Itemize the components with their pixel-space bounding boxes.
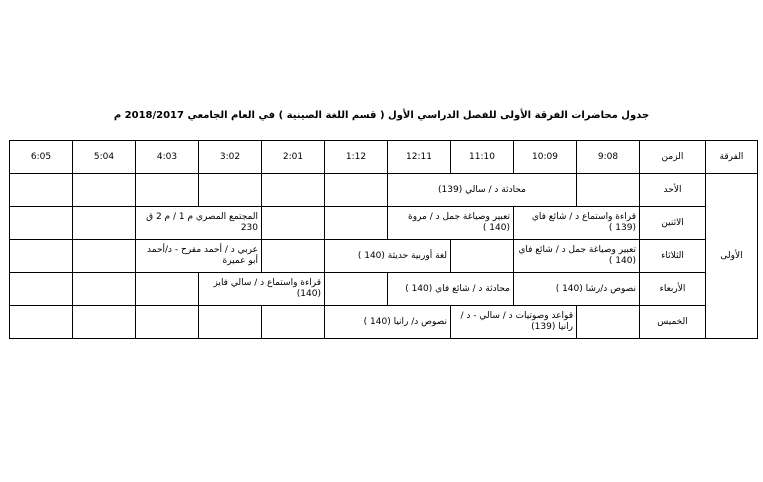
header-slot: 12:11 bbox=[388, 141, 451, 174]
empty-cell bbox=[577, 174, 640, 207]
empty-cell bbox=[73, 240, 136, 273]
lecture-cell: محادثة د / سالي (139) bbox=[388, 174, 577, 207]
empty-cell bbox=[325, 207, 388, 240]
header-faculty: الفرقة bbox=[706, 141, 758, 174]
header-slot: 4:03 bbox=[136, 141, 199, 174]
header-slot: 2:01 bbox=[262, 141, 325, 174]
empty-cell bbox=[73, 207, 136, 240]
empty-cell bbox=[10, 174, 73, 207]
lecture-cell: لغة أوربية حديثة (140 ) bbox=[325, 240, 451, 273]
lecture-cell: قراءة واستماع د / سالي فايز (140) bbox=[199, 273, 325, 306]
lecture-cell: محادثة د / شائع فاي (140 ) bbox=[388, 273, 514, 306]
header-slot: 3:02 bbox=[199, 141, 262, 174]
empty-cell bbox=[199, 306, 262, 339]
empty-cell bbox=[199, 174, 262, 207]
schedule-table bbox=[9, 140, 758, 339]
header-slot: 1:12 bbox=[325, 141, 388, 174]
empty-cell bbox=[577, 306, 640, 339]
row-monday bbox=[10, 207, 758, 240]
page-title: جدول محاضرات الفرقة الأولى للفصل الدراسي الأول ( قسم اللغة الصينية ) في العام الجامعي 2018/2017 م bbox=[113, 110, 650, 121]
empty-cell bbox=[262, 240, 325, 273]
row-sunday bbox=[10, 174, 758, 207]
lecture-cell: قواعد وصوتيات د / سالي - د / رانيا (139) bbox=[451, 306, 577, 339]
header-row bbox=[10, 141, 758, 174]
empty-cell bbox=[10, 306, 73, 339]
lecture-cell: قراءة واستماع د / شائع فاي (139 ) bbox=[514, 207, 640, 240]
empty-cell bbox=[325, 273, 388, 306]
header-slot: 11:10 bbox=[451, 141, 514, 174]
lecture-cell: نصوص د/رشا (140 ) bbox=[514, 273, 640, 306]
header-slot: 10:09 bbox=[514, 141, 577, 174]
empty-cell bbox=[136, 273, 199, 306]
header-slot: 5:04 bbox=[73, 141, 136, 174]
empty-cell bbox=[325, 174, 388, 207]
header-time: الزمن bbox=[640, 141, 706, 174]
lecture-cell: تعبير وصياغة جمل د / شائع فاي (140 ) bbox=[514, 240, 640, 273]
empty-cell bbox=[262, 207, 325, 240]
row-thursday bbox=[10, 306, 758, 339]
day-monday: الاثنين bbox=[640, 207, 706, 240]
row-tuesday bbox=[10, 240, 758, 273]
empty-cell bbox=[262, 306, 325, 339]
header-slot: 9:08 bbox=[577, 141, 640, 174]
empty-cell bbox=[262, 174, 325, 207]
row-wednesday bbox=[10, 273, 758, 306]
lecture-cell: المجتمع المصري م 1 / م 2 ق 230 bbox=[136, 207, 262, 240]
empty-cell bbox=[10, 273, 73, 306]
empty-cell bbox=[136, 306, 199, 339]
empty-cell bbox=[451, 240, 514, 273]
empty-cell bbox=[73, 306, 136, 339]
lecture-cell: تعبير وصياغة جمل د / مروة (140 ) bbox=[388, 207, 514, 240]
day-tuesday: الثلاثاء bbox=[640, 240, 706, 273]
header-slot: 6:05 bbox=[10, 141, 73, 174]
day-wednesday: الأربعاء bbox=[640, 273, 706, 306]
empty-cell bbox=[10, 207, 73, 240]
faculty-cell: الأولى bbox=[706, 174, 758, 339]
day-thursday: الخميس bbox=[640, 306, 706, 339]
empty-cell bbox=[136, 174, 199, 207]
empty-cell bbox=[10, 240, 73, 273]
day-sunday: الأحد bbox=[640, 174, 706, 207]
empty-cell bbox=[73, 174, 136, 207]
lecture-cell: نصوص د/ رانيا (140 ) bbox=[325, 306, 451, 339]
empty-cell bbox=[73, 273, 136, 306]
lecture-cell: عربي د / أحمد مفرح - د/أحمد أبو عميرة bbox=[136, 240, 262, 273]
